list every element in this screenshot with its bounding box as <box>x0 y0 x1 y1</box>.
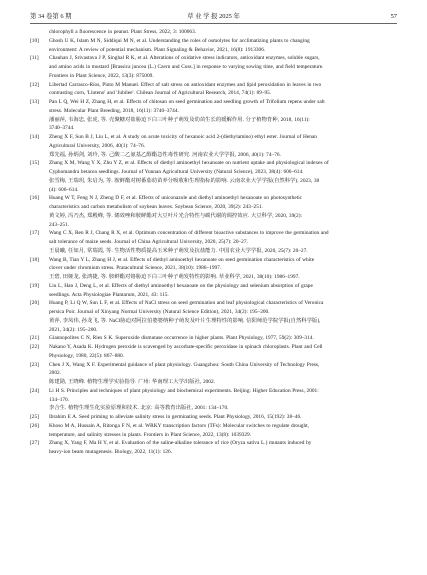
reference-text-line: 王晨曦, 任如月, 常瑞霞, 等. 生物活性物质提高玉米种子萌发及抗盐能力. 中国农业大学学报, 2020, 25(7): 20–27. <box>49 247 308 254</box>
reference-text-line: salt tolerance of maize seeds. Journal of China Agricultural University, 2020, 25(7): 20–27. <box>49 239 248 245</box>
reference-text-line: chlorophyll a fluorescence in peanut. Plant Stress, 2022, 3: 100063. <box>49 29 197 35</box>
reference-text-line: Zhang X, Yang F, Ma H Y, et al. Evaluation of the saline-alkaline tolerance of rice (Oryza sativa L.) mutants induced by <box>49 440 312 447</box>
reference-entry <box>30 282 401 300</box>
reference-entry <box>30 81 401 99</box>
reference-text-line: persica Poir. Journal of Xinyang Normal University (Natural Science Edition), 2021, 34(2): 195–200. <box>49 309 270 315</box>
reference-number: [24] <box>30 387 39 394</box>
reference-text-line: Zheng X F, Sun B J, Liu L, et al. A study on acute toxicity of hexanoic acid 2-(diethylamino) ethyl ester. Journal of Henan <box>49 134 317 140</box>
reference-entry <box>30 361 401 387</box>
reference-text-line: 黄文婷, 冯乃杰, 郑殿峰, 等. 烯效唑和胺鲜酯对大豆叶片光合特性与碳代谢的调控效应. 大豆科学, 2020, 39(2): <box>49 212 302 219</box>
reference-text-line: seedlings. Acta Physiologiae Plantarum, 2021, 43: 115. <box>49 291 169 298</box>
reference-entry <box>30 439 401 457</box>
reference-text-line: Giannopolites C N, Ries S K. Superoxide dismutase occurrence in higher plants. Plant Physiology, 1977, 59(2): 309–314. <box>49 335 314 342</box>
reference-entry <box>30 28 401 37</box>
journal-title-year: 草 业 学 报 2025 年 <box>187 13 240 20</box>
reference-text-line: 王碧, 田娅龙, 张鸿捷, 等. 胺鲜酯对铬胁迫下白三叶种子萌发特性的影响. 草业科学, 2021, 38(10): 1986–1997. <box>49 274 300 280</box>
reference-number: [10] <box>30 37 39 44</box>
reference-number: [22] <box>30 344 39 350</box>
reference-number: [27] <box>30 440 39 447</box>
reference-text-line: (4): 606–614. <box>49 186 79 193</box>
reference-entry <box>30 299 401 334</box>
reference-entry <box>30 413 401 422</box>
reference-text-line: 2002. <box>49 370 62 377</box>
reference-entry <box>30 194 401 229</box>
reference-text-line: Khoso M A, Hussain A, Ritonga F N, et al. WRKY transcription factors (TFs): Molecular switches to regulate drought, <box>49 422 309 429</box>
reference-number: [13] <box>30 99 39 105</box>
reference-number: [17] <box>30 230 39 237</box>
reference-text-line: Chen J X, Wang X F. Experimental guidance of plant physiology. Guangzhou: South China University of Technology Press, <box>49 361 320 368</box>
reference-number: [19] <box>30 282 39 289</box>
reference-entry <box>30 37 401 55</box>
reference-text-line: Physiology, 1980, 22(5): 867–880. <box>49 352 125 359</box>
reference-text-line: Chauhan J, Srivastava J P, Singhal R K, et al. Alterations of oxidative stress indicators, antioxidant enzymes, soluble sugars, <box>49 55 320 62</box>
reference-text-line: clover under chromium stress. Pratacultural Science, 2021, 38(10): 1986–1997. <box>49 265 222 272</box>
reference-number: [21] <box>30 335 39 342</box>
reference-number: [11] <box>30 55 39 62</box>
reference-text-line: temperature, and salinity stresses in plants. Frontiers in Plant Science, 2022, 13(8): 1039329. <box>49 431 252 438</box>
reference-text-line: Wang C X, Ren R J, Chang R X, et al. Optimum concentration of different bioactive substances to improve the germination and <box>49 230 329 237</box>
reference-text-line: Huang W T, Feng N J, Zheng D F, et al. Effects of uniconazole and diethyl aminoethyl hexanoate on photosynthetic <box>49 195 303 202</box>
reference-text-line: Ibrahim E A. Seed priming to alleviate salinity stress in germinating seeds. Plant Physiology, 2016, 15(192): 38–46. <box>49 414 302 420</box>
reference-entry <box>30 422 401 440</box>
reference-entry <box>30 334 401 343</box>
reference-number: [16] <box>30 195 39 202</box>
reference-text-line: Libertad Carrasco-Ríos, Pinto M Manuel. Effect of salt stress on antioxidant enzymes and lipid peroxidation in leaves in two <box>49 81 322 88</box>
reference-text-line: stress. Molecular Plant Breeding, 2018, 16(11): 3740–3744. <box>49 107 179 114</box>
reference-entry <box>30 387 401 413</box>
reference-entry <box>30 256 401 282</box>
reference-text-line: Li H S. Principles and techniques of plant physiology and biochemical experiments. Beijing: Higher Education Press, 2001: <box>49 387 319 394</box>
reference-text-line: Wang B, Tian Y L, Zhang H J, et al. Effects of diethyl aminoethyl hexanoate on seed germination characteristics of white <box>49 256 315 263</box>
reference-text-line: Liu L, Han J, Deng L, et al. Effects of diethyl aminoethyl hexanoate on the physiology and selenium absorption of grape <box>49 282 313 289</box>
reference-text-line: characteristics and carbon metabolism of soybean leaves. Soybean Science, 2020, 39(2): 243–251. <box>49 204 263 210</box>
reference-text-line: 陈建勋, 王晓峰. 植物生理学实验指导. 广州: 华南理工大学出版社, 2002. <box>49 379 215 385</box>
reference-text-line: and amino acids in mustard [Brassica juncea (L.) Czern and Coss.] in response to varying sowing time, and field temperature. <box>49 64 324 70</box>
reference-entry <box>30 159 401 194</box>
reference-text-line: 李合生. 植物生理生化实验原理和技术. 北京: 高等教育出版社, 2001: 134–170. <box>49 405 229 412</box>
reference-text-line: 3740–3744. <box>49 125 75 132</box>
reference-text-line: Ghosh U K, Islam M N, Siddiqui M N, et al. Understanding the roles of osmolytes for acclimatizing plants to changing <box>49 37 310 44</box>
reference-entry <box>30 229 401 255</box>
reference-text-line: 黄萍, 李凤伟, 孙龙飞, 等. NaCl胁迫对阿拉伯婆婆纳种子萌发及叶片生理特性的影响. 信阳师范学院学报(自然科学版), <box>49 317 321 324</box>
reference-number: [25] <box>30 414 39 420</box>
reference-number: [18] <box>30 256 39 263</box>
reference-text-line: Frontiers in Plant Science, 2022, 13(3): 875009. <box>49 72 154 79</box>
reference-text-line: Pan L Q, Wei H Z, Zhang H, et al. Effects of chitosan on seed germination and seedling growth of Trifolium repens under salt <box>49 99 325 105</box>
reference-entry <box>30 54 401 80</box>
reference-number: [26] <box>30 422 39 429</box>
reference-entry <box>30 133 401 159</box>
reference-text-line: 郑先福, 孙炳剑, 刘玲, 等. 己酸二乙氨基乙醇酯急性毒性研究. 河南农业大学学报, 2006, 40(1): 74–76. <box>49 151 281 158</box>
page-header <box>30 10 397 24</box>
reference-entry <box>30 343 401 361</box>
reference-text-line: Huang P, Li Q W, Sun L F, et al. Effects of NaCl stress on seed germination and leaf physiological characteristics of Veronica <box>49 300 324 307</box>
reference-text-line: Nakano Y, Asada K. Hydrogen peroxide is scavenged by ascorbate-specific peroxidase in spinach chloroplasts. Plant and Cell <box>49 344 323 350</box>
reference-entry <box>30 98 401 133</box>
reference-text-line: Zhang X M, Wang Y X, Zhu Y Z, et al. Effects of diethyl aminoethyl hexanoate on nutrient uptake and physiological indexes of <box>49 160 329 167</box>
reference-number: [20] <box>30 300 39 307</box>
reference-text-line: heavy-ion beam mutagenesis. Biology, 2022, 11(1): 126. <box>49 449 172 455</box>
reference-text-line: 243–251. <box>49 221 70 228</box>
page-number: 57 <box>390 13 397 20</box>
journal-volume-issue: 第 34 卷第 6 期 <box>30 13 72 20</box>
reference-text-line: Cyphomandra betacea seedlings. Journal of Yunnan Agricultural University (Natural Science), 2023, 38(4): 606–614. <box>49 169 304 175</box>
reference-text-line: 张雪梅, 王瑞玥, 朱启为, 等. 胺鲜酯对树番茄幼苗养分吸收和生理指标的影响. 云南农业大学学报(自然科学), 2023, 38 <box>49 177 320 184</box>
reference-text-line: 2021, 34(2): 195–200. <box>49 326 98 333</box>
reference-number: [23] <box>30 361 39 368</box>
reference-text-line: contrasting corn, 'Lluteno' and 'Jubilee'. Chilean Journal of Agricultural Research, 2014, 74(1): 89–95. <box>49 90 272 97</box>
reference-number: [15] <box>30 160 39 167</box>
reference-number: [12] <box>30 81 39 88</box>
reference-text-line: 潘丽萍, 韦海忠, 张虎, 等. 壳聚糖对盐胁迫下白三叶种子萌发及幼苗生长的缓解作用. 分子植物育种, 2018, 16(11): <box>49 116 310 123</box>
reference-text-line: Agricultural University, 2006, 40(1): 74–76. <box>49 142 145 149</box>
reference-number: [14] <box>30 134 39 140</box>
reference-list <box>30 28 401 457</box>
reference-text-line: 134–170. <box>49 396 70 403</box>
reference-text-line: environment: A review of potential mechanism. Plant Signaling & Behavior, 2021, 16(8): 1913306. <box>49 46 266 53</box>
